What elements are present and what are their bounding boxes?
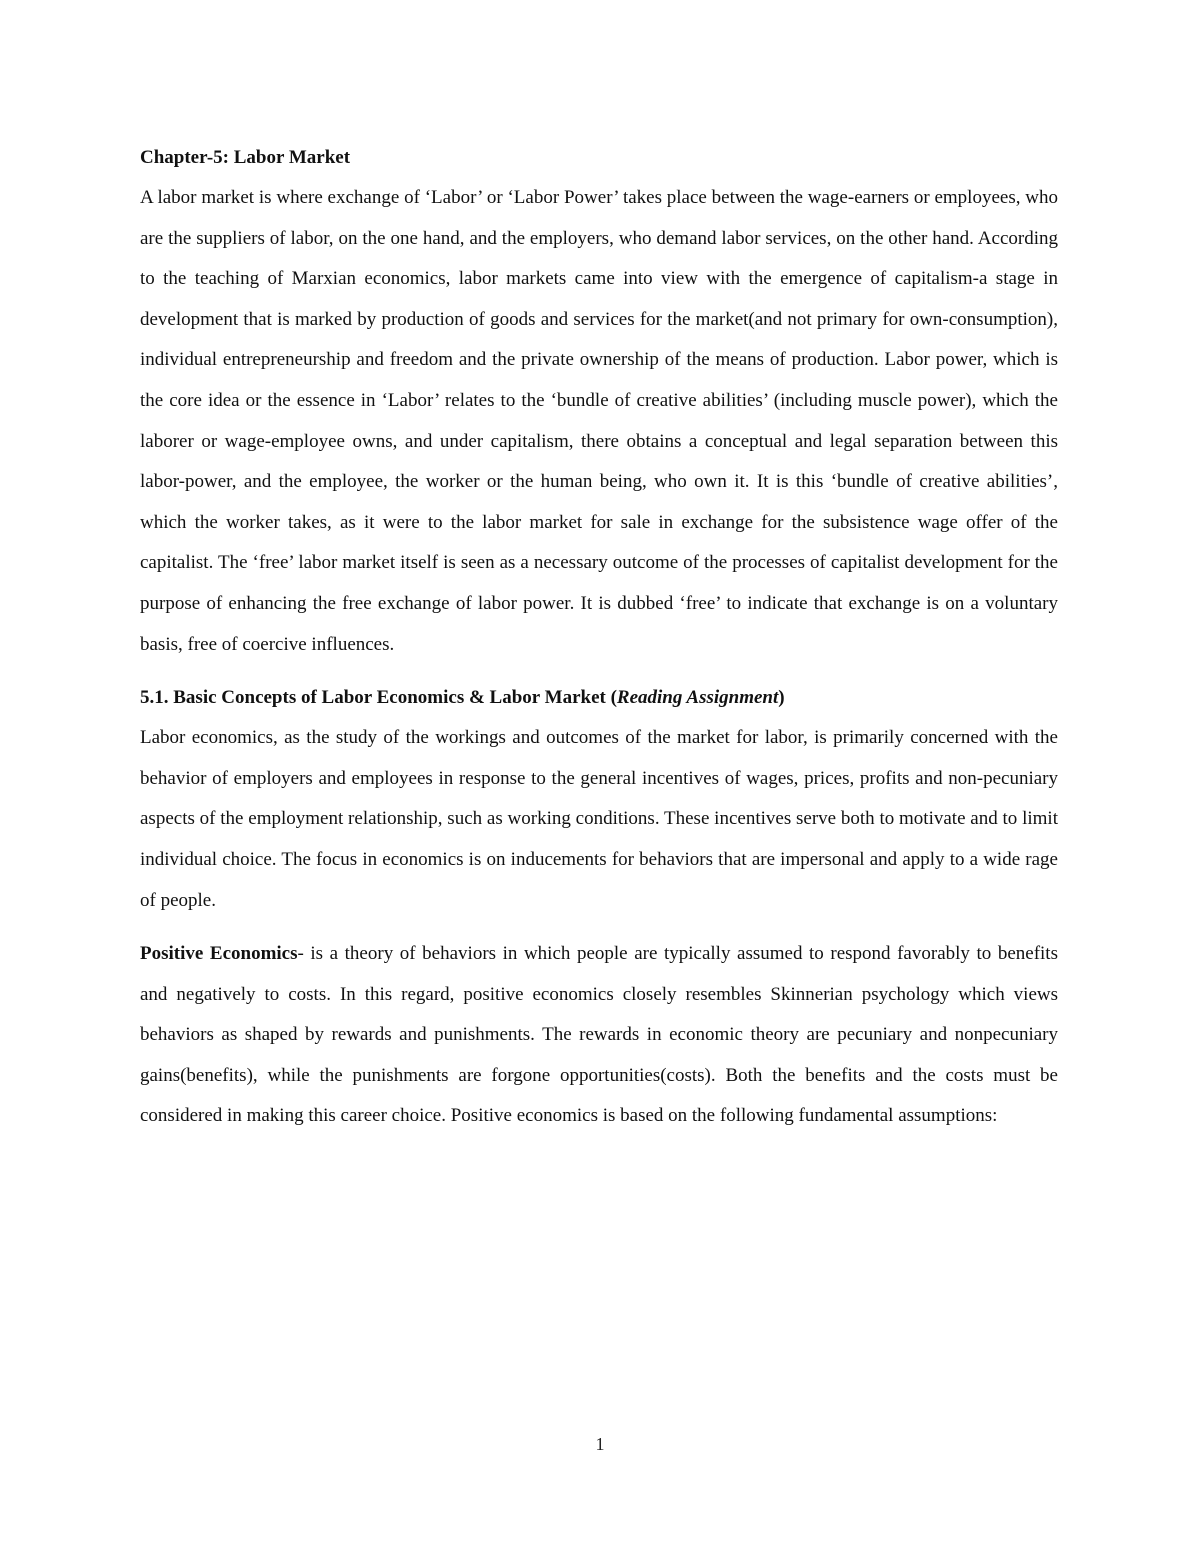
labor-economics-paragraph: Labor economics, as the study of the workings and outcomes of the market for labor, is primarily concerned with the behavior of employers and employees in response to the general incentives of wages, prices, profits and non-pecuniary aspects of the employment relationship, such as working conditions. These incentives serve both to motivate and to limit individual choice. The focus in economics is on inducements for behaviors that are impersonal and apply to a wide rage of people. [140,727,1058,911]
section-heading-italic: Reading Assignment [616,687,779,709]
page-number: 1 [595,1434,605,1454]
positive-economics-paragraph [140,934,1058,1137]
positive-economics-text: - is a theory of behaviors in which people are typically assumed to respond favorably to benefits and negatively to costs. In this regard, positive economics closely resembles Skinnerian psychology which views behaviors as shaped by rewards and punishments. The rewards in economic theory are pecuniary and nonpecuniary gains(benefits), while the punishments are forgone opportunities(costs). Both the benefits and the costs must be considered in making this career choice. Positive economics is based on the following fundamental assumptions: [140,943,1058,1127]
page-content [140,138,1058,1137]
section-heading [140,678,1058,718]
chapter-title: Chapter-5: Labor Market [140,147,351,168]
intro-paragraph: A labor market is where exchange of ‘Labor’ or ‘Labor Power’ takes place between the wage-earners or employees, who are the suppliers of labor, on the one hand, and the employers, who demand labor services, on the other hand. According to the teaching of Marxian economics, labor markets came into view with the emergence of capitalism-a stage in development that is marked by production of goods and services for the market(and not primary for own-consumption), individual entrepreneurship and freedom and the private ownership of the means of production. Labor power, which is the core idea or the essence in ‘Labor’ relates to the ‘bundle of creative abilities’ (including muscle power), which the laborer or wage-employee owns, and under capitalism, there obtains a conceptual and legal separation between this labor-power, and the employee, the worker or the human being, who own it. It is this ‘bundle of creative abilities’, which the worker takes, as it were to the labor market for sale in exchange for the subsistence wage offer of the capitalist. The ‘free’ labor market itself is seen as a necessary outcome of the processes of capitalist development for the purpose of enhancing the free exchange of labor power. It is dubbed ‘free’ to indicate that exchange is on a voluntary basis, free of coercive influences. [140,187,1058,655]
section-heading-close: ) [778,687,785,709]
section-heading-text: 5.1. Basic Concepts of Labor Economics & Labor Market ( [140,687,617,709]
positive-economics-term: Positive Economics [140,943,298,965]
